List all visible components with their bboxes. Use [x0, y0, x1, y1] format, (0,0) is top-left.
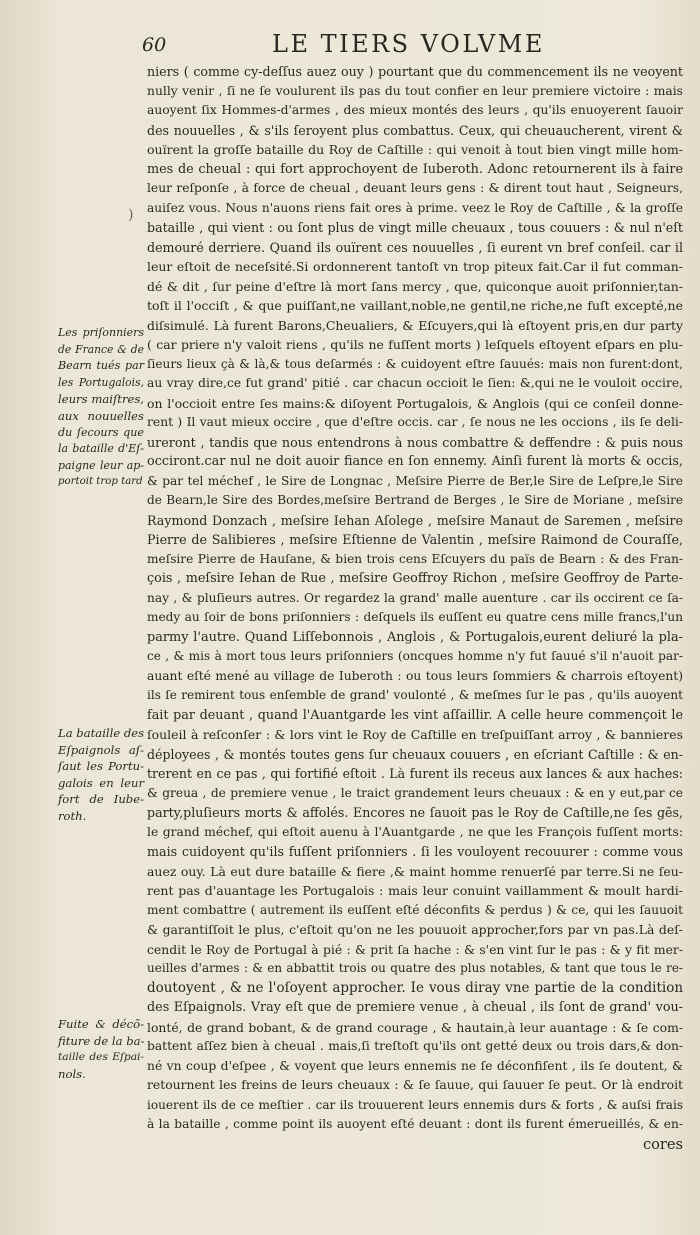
- text-line: doutoyent , & ne l'oſoyent approcher. Ie vous diray vne partie de la condition: [147, 979, 683, 996]
- text-line: medy au ſoir de bons priſonniers : deſquels ils euſſent eu quatre cens mille francs,l'un: [147, 610, 683, 624]
- text-line: rent ) Il vaut mieux occire , que d'eſtre occis. car , ſe nous ne les occions , ils ſe deli-: [147, 415, 683, 429]
- text-line: & par tel méchef , le Sire de Longnac , Meſsire Pierre de Ber,le Sire de Leſpre,le Sire: [147, 473, 683, 488]
- text-line: & greua , de premiere venue , le traict grandement leurs cheuaux : & en y eut,par ce: [147, 785, 683, 800]
- text-line: de Bearn,le Sire des Bordes,meſsire Bertrand de Berges , le Sire de Moriane , meſsire: [147, 493, 683, 507]
- sidenote-line: taille des Eſpai-: [58, 1050, 144, 1064]
- sidenote-line: fort de Iube-: [58, 792, 144, 807]
- sidenote-spanish-assault: [58, 725, 144, 825]
- text-line: niers ( comme cy-deſſus auez ouy ) pourtant que du commencement ils ne veoyent: [147, 64, 683, 79]
- text-line: déployees , & montés toutes gens ſur cheuaux couuers , en eſcriant Caſtille : & en-: [147, 746, 683, 762]
- text-line: cendit le Roy de Portugal à pié : & prit ſa hache : & s'en vint ſur le pas : & y fit mer-: [147, 941, 683, 957]
- text-line: ( car priere n'y valoit riens , qu'ils ne fuſſent morts ) leſquels eſtoyent eſpars en plu-: [147, 337, 683, 352]
- text-line: on l'occioit entre ſes mains:& diſoyent Portugalois, & Anglois (qui ce conſeil donne-: [147, 395, 683, 411]
- running-head: LE TIERS VOLVME: [272, 30, 545, 58]
- text-line: fait par deuant , quand l'Auantgarde les vint aſſaillir. A celle heure commençoit le: [147, 707, 683, 723]
- text-line: ueilles d'armes : & en abbattit trois ou quatre des plus notables, & tant que tous le re-: [147, 961, 683, 975]
- sidenote-line: nols.: [58, 1066, 86, 1081]
- text-line: rent pas d'auantage les Portugalois : mais leur conuint vaillamment & moult hardi-: [147, 883, 683, 898]
- text-line: ſieurs lieux çà & là,& tous deſarmés : & cuidoyent eſtre ſauués: mais non furent:dont,: [147, 356, 683, 371]
- text-line: leur reſponſe , à force de cheual , deuant leurs gens : & dirent tout haut , Seigneurs,: [147, 181, 683, 195]
- body-text: [147, 62, 683, 1154]
- sidenote-line: aux nouuelles: [58, 408, 144, 423]
- page-header: [0, 30, 700, 60]
- text-line: auoyent ſix Hommes-d'armes , des mieux montés des leurs , qu'ils enuoyerent ſauoir: [147, 103, 683, 117]
- text-line: party,pluſieurs morts & affolés. Encores ne ſauoit pas le Roy de Caſtille,ne ſes gẽs,: [147, 805, 683, 820]
- text-line: Raymond Donzach , meſsire Iehan Aſolege , meſsire Manaut de Saremen , meſsire: [147, 512, 683, 528]
- text-line: auez ouy. Là eut dure bataille & fiere ,& maint homme renuerſé par terre.Si ne ſeu-: [147, 863, 683, 879]
- text-line: retournent les freins de leurs cheuaux : & ſe ſauue, qui ſauuer ſe peut. Or là endroit: [147, 1078, 683, 1092]
- text-line: à la bataille , comme point ils auoyent eſté deuant : dont ils furent émerueillés, & en-: [147, 1117, 683, 1131]
- sidenote-prisoners: [58, 325, 144, 491]
- sidenote-line: La bataille des: [58, 726, 145, 740]
- page-number: 60: [142, 34, 167, 56]
- text-line: des nouuelles , & s'ils ſeroyent plus combattus. Ceux, qui cheuaucherent, virent &: [147, 122, 683, 138]
- text-line: toſt il l'occiſt , & que puiſſant,ne vaillant,noble,ne gentil,ne riche,ne fuſt excepté,ne: [147, 298, 683, 313]
- text-line: ils ſe remirent tous enſemble de grand' voulonté , & meſmes ſur le pas , qu'ils auoyent: [147, 688, 683, 702]
- text-line: parmy l'autre. Quand Liſſebonnois , Anglois , & Portugalois,eurent deliuré la pla-: [147, 629, 683, 645]
- sidenote-line: de France & de: [58, 342, 144, 356]
- text-line: çois , meſsire Iehan de Rue , meſsire Geoffroy Richon , meſsire Geoffroy de Parte-: [147, 571, 683, 586]
- text-line: leur eſtoit de neceſsité.Si ordonnerent tantoſt vn trop piteux fait.Car il fut comman-: [147, 259, 683, 274]
- text-line: auiſez vous. Nous n'auons riens fait ores à prime. veez le Roy de Caſtille , & la groſſe: [147, 200, 683, 215]
- text-line: occiront.car nul ne doit auoir fiance en ſon ennemy. Ainſi furent là morts & occis,: [147, 454, 683, 469]
- sidenote-line: la bataille d'Eſ-: [58, 442, 144, 456]
- sidenote-flight-defeat: [58, 1016, 144, 1082]
- text-line: dé & dit , ſur peine d'eſtre là mort ſans mercy , que, quiconque auoit priſonnier,tan-: [147, 278, 683, 294]
- sidenote-line: Fuite & décõ-: [58, 1017, 144, 1031]
- sidenote-line: fiture de la ba-: [58, 1033, 145, 1048]
- sidenote-line: ſaut les Portu-: [58, 759, 144, 774]
- text-line: meſsire Pierre de Hauſane, & bien trois cens Eſcuyers du païs de Bearn : & des Fran-: [147, 551, 683, 566]
- sidenote-line: Les priſonniers: [58, 326, 144, 339]
- text-line: battent aſſez bien à cheual . mais,ſi treſtoſt qu'ils ont getté deux ou trois dars,& don-: [147, 1039, 683, 1053]
- text-line: lonté, de grand bobant, & de grand courage , & hautain,à leur auantage : & ſe com-: [147, 1019, 683, 1035]
- text-line: iouerent ils de ce meſtier . car ils trouuerent leurs ennemis durs & forts , & auſsi frais: [147, 1097, 683, 1112]
- text-line: ureront , tandis que nous entendrons à nous combattre & deffendre : & puis nous: [147, 434, 683, 450]
- sidenote-line: Bearn tués par: [58, 359, 144, 373]
- text-line: nay , & pluſieurs autres. Or regardez la grand' malle auenture . car ils occirent ce ſa-: [147, 590, 683, 605]
- text-line: ſouleil à reſconſer : & lors vint le Roy de Caſtille en treſpuiſſant arroy , & bannieres: [147, 727, 683, 742]
- text-line: auant eſté mené au village de Iuberoth : ou tous leurs ſommiers & charrois eſtoyent): [147, 668, 683, 683]
- text-line: mes de cheual : qui fort approchoyent de Iuberoth. Adonc retournerent ils à faire: [147, 161, 683, 177]
- sidenote-line: les Portugalois,: [58, 375, 144, 389]
- text-line: ment combattre ( autrement ils euſſent eſté déconfits & perdus ) & ce, qui les ſauuoit: [147, 902, 683, 917]
- text-line: diſsimulé. Là furent Barons,Cheualiers, & Eſcuyers,qui là eſtoyent pris,en dur party: [147, 317, 683, 333]
- text-line: mais cuidoyent qu'ils fuſſent priſonniers . ſi les vouloyent recouurer : comme vous: [147, 844, 683, 859]
- text-line: ce , & mis à mort tous leurs priſonniers (oncques homme n'y fut ſauué s'il n'auoit par-: [147, 649, 683, 663]
- catchword: cores: [642, 1135, 683, 1153]
- text-line: & garantiſſoit le plus, c'eſtoit qu'on ne les pouuoit approcher,fors par vn pas.Là deſ-: [147, 922, 683, 937]
- text-line: né vn coup d'eſpee , & voyent que leurs ennemis ne ſe déconfiſent , ils ſe doutent, &: [147, 1058, 683, 1073]
- text-line: trerent en ce pas , qui fortifié eſtoit . Là furent ils receus aux lances & aux haches:: [147, 766, 683, 781]
- text-line: Pierre de Salibieres , meſsire Eſtienne de Valentin , meſsire Raimond de Couraſſe,: [147, 532, 683, 547]
- text-line: ouïrent la groſſe bataille du Roy de Caſtille : qui venoit à tout bien vingt mille hom-: [147, 142, 683, 157]
- margin-mark: ): [128, 207, 134, 223]
- text-line: nully venir , ſi ne ſe voulurent ils pas du tout confier en leur premiere victoire : mais: [147, 83, 683, 98]
- sidenote-line: galois en leur: [58, 775, 144, 790]
- sidenote-line: Eſpaignols aſ-: [58, 742, 144, 757]
- sidenote-line: paigne leur ap-: [58, 458, 144, 472]
- text-line: des Eſpaignols. Vray eſt que de premiere venue , à cheual , ils ſont de grand' vou-: [147, 1000, 683, 1015]
- sidenote-line: roth.: [58, 808, 87, 823]
- text-line: au vray dire,ce fut grand' pitié . car chacun occioit le ſien: &,qui ne le vouloit occire,: [147, 376, 683, 390]
- sidenote-line: portoit trop tard: [58, 476, 143, 488]
- text-line: demouré derriere. Quand ils ouïrent ces nouuelles , ſi eurent vn bref conſeil. car il: [147, 239, 683, 255]
- sidenote-line: leurs maiſtres,: [58, 392, 144, 407]
- sidenote-line: du ſecours que: [58, 425, 144, 439]
- text-line: bataille , qui vient : ou ſont plus de vingt mille cheuaux , tous couuers : & nul n'eſt: [147, 220, 683, 235]
- text-line: le grand méchef, qui eſtoit auenu à l'Auantgarde , ne que les François fuſſent morts:: [147, 824, 683, 839]
